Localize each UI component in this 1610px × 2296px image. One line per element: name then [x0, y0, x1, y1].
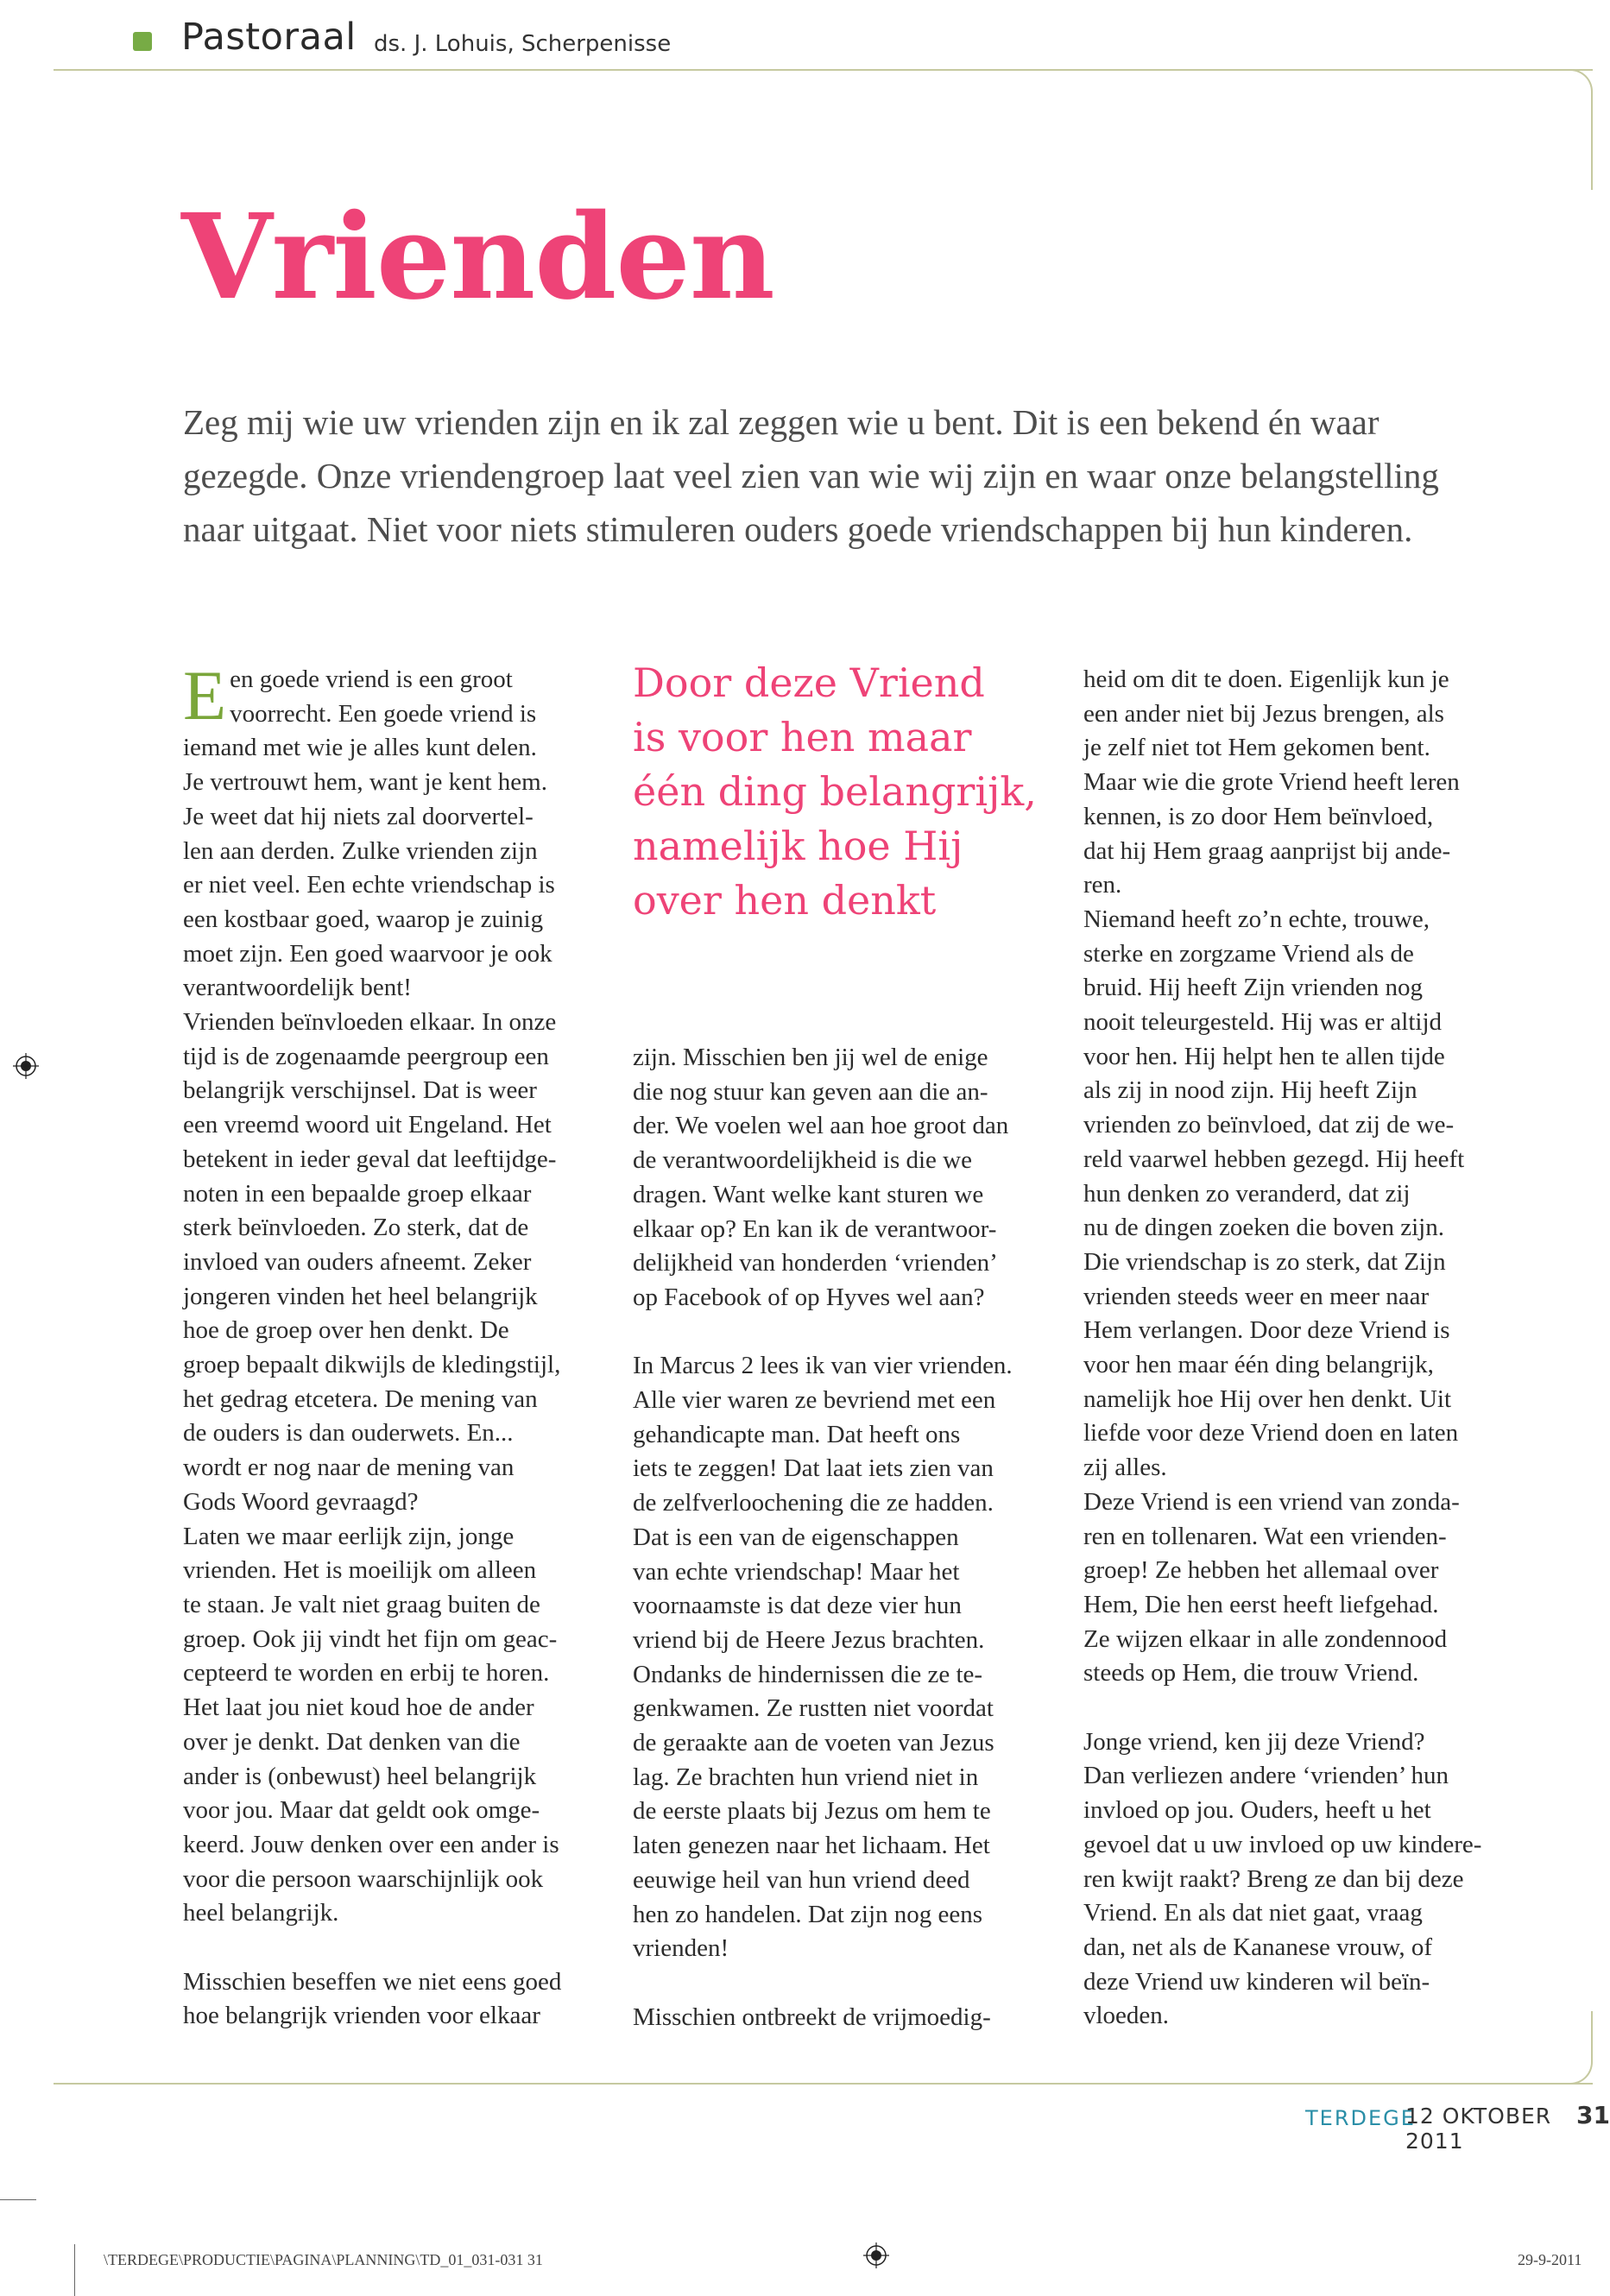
body-text-line: voor die persoon waarschijnlijk ook	[183, 1864, 544, 1893]
body-text-line: een kostbaar goed, waarop je zuinig	[183, 905, 544, 933]
print-slug: \TERDEGE\PRODUCTIE\PAGINA\PLANNING\TD_01_031-031 31	[104, 2251, 543, 2268]
body-text-line: vrienden. Het is moeilijk om alleen	[183, 1556, 537, 1585]
body-text-line: een vreemd woord uit Engeland. Het	[183, 1111, 552, 1139]
body-text-line: steeds op Hem, die trouw Vriend.	[1083, 1659, 1419, 1687]
body-text-line: die nog stuur kan geven aan die an-	[633, 1077, 988, 1106]
body-text-line: nooit teleurgesteld. Hij was er altijd	[1083, 1008, 1443, 1037]
body-text-line: keerd. Jouw denken over een ander is	[183, 1830, 559, 1858]
body-text-line: hun denken zo veranderd, dat zij	[1083, 1179, 1411, 1208]
body-text-line: len aan derden. Zulke vrienden zijn	[183, 836, 538, 865]
body-text-line: er niet veel. Een echte vriendschap is	[183, 871, 555, 899]
body-text-line: heid om dit te doen. Eigenlijk kun je	[1083, 665, 1449, 693]
body-text-line: dragen. Want welke kant sturen we	[633, 1180, 984, 1208]
header-rule	[54, 69, 1593, 71]
body-text-line: Ze wijzen elkaar in alle zondennood	[1083, 1624, 1448, 1653]
body-text-line: gevoel dat u uw invloed op uw kindere-	[1083, 1830, 1482, 1858]
body-column-1	[183, 656, 615, 2034]
body-text-line: voorrecht. Een goede vriend is	[230, 699, 537, 728]
paragraph-gap	[183, 1931, 615, 1965]
pull-quote-line: namelijk hoe Hij	[633, 823, 963, 869]
body-text-line: Je weet dat hij niets zal doorvertel-	[183, 802, 534, 830]
body-text-line: Alle vier waren ze bevriend met een	[633, 1386, 996, 1415]
body-column-3	[1083, 663, 1532, 2034]
body-text-line: je zelf niet tot Hem gekomen bent.	[1083, 734, 1430, 762]
body-text-line: liefde voor deze Vriend doen en laten	[1083, 1419, 1459, 1448]
body-text-line: delijkheid van honderden ‘vrienden’	[633, 1249, 998, 1277]
body-text-line: te staan. Je valt niet graag buiten de	[183, 1590, 540, 1618]
body-text-line: eeuwige heil van hun vriend deed	[633, 1865, 970, 1894]
body-text-line: hen zo handelen. Dat zijn nog eens	[633, 1900, 983, 1928]
body-text-line: Je vertrouwt hem, want je kent hem.	[183, 768, 547, 797]
body-text-line: Die vriendschap is zo sterk, dat Zijn	[1083, 1247, 1446, 1276]
body-text-line: Niemand heeft zo’n echte, trouwe,	[1083, 905, 1430, 933]
pull-quote-line: over hen denkt	[633, 877, 937, 924]
body-text-line: elkaar op? En kan ik de verantwoor-	[633, 1214, 997, 1243]
body-text-line: voor jou. Maar dat geldt ook omge-	[183, 1796, 540, 1825]
body-text-line: kennen, is zo door Hem beïnvloed,	[1083, 802, 1434, 830]
section-label: Pastoraal	[181, 16, 357, 59]
body-text-line: moet zijn. Een goed waarvoor je ook	[183, 939, 552, 968]
body-text-line: gehandicapte man. Dat heeft ons	[633, 1420, 961, 1448]
body-text-line: vrienden zo beïnvloed, dat zij de we-	[1083, 1111, 1455, 1139]
body-text-line: voor hen. Hij helpt hen te allen tijde	[1083, 1042, 1445, 1070]
intro-line: Zeg mij wie uw vrienden zijn en ik zal zeggen wie u bent. Dit is een bekend én waar	[183, 402, 1380, 442]
body-text-line: zij alles.	[1083, 1454, 1167, 1482]
body-text-line: de zelfverloochening die ze hadden.	[633, 1489, 994, 1517]
print-slug-date: 29-9-2011	[1518, 2251, 1582, 2268]
body-text-line: vloeden.	[1083, 2002, 1170, 2030]
body-text-line: groep bepaalt dikwijls de kledingstijl,	[183, 1351, 561, 1379]
body-text-line: genkwamen. Ze rustten niet voordat	[633, 1694, 994, 1723]
article-title: Vrienden	[181, 188, 774, 326]
pull-quote-line: Door deze Vriend	[633, 659, 985, 706]
body-text-line: heel belangrijk.	[183, 1899, 339, 1927]
body-text-line: en goede vriend is een groot	[230, 665, 513, 693]
magazine-name: TERDEGE	[1305, 2106, 1416, 2130]
body-text-line: dat hij Hem graag aanprijst bij ande-	[1083, 836, 1451, 865]
body-text-line: op Facebook of op Hyves wel aan?	[633, 1283, 985, 1311]
body-text-line: ren.	[1083, 871, 1122, 899]
body-text-line: reld vaarwel hebben gezegd. Hij heeft	[1083, 1145, 1465, 1173]
body-text-line: als zij in nood zijn. Hij heeft Zijn	[1083, 1076, 1417, 1105]
crop-mark	[0, 2199, 36, 2200]
body-text-line: nu de dingen zoeken die boven zijn.	[1083, 1214, 1444, 1242]
body-text-line: Maar wie die grote Vriend heeft leren	[1083, 768, 1460, 797]
body-text-line: Gods Woord gevraagd?	[183, 1487, 419, 1516]
body-text-line: ren kwijt raakt? Breng ze dan bij deze	[1083, 1864, 1464, 1893]
registration-mark-icon	[13, 1053, 39, 1079]
body-text-line: Dat is een van de eigenschappen	[633, 1523, 959, 1551]
body-text-line: belangrijk verschijnsel. Dat is weer	[183, 1076, 537, 1105]
footer-rule-corner	[1570, 2011, 1593, 2085]
pull-quote	[633, 656, 1082, 928]
body-text-line: vriend bij de Heere Jezus brachten.	[633, 1625, 985, 1654]
body-text-line: Het laat jou niet koud hoe de ander	[183, 1694, 534, 1722]
header-rule-corner	[1570, 69, 1593, 190]
registration-mark-icon	[863, 2242, 889, 2268]
body-column-2	[633, 1041, 1064, 2034]
body-text-line: namelijk hoe Hij over hen denkt. Uit	[1083, 1385, 1452, 1413]
body-text-line: Misschien beseffen we niet eens goed	[183, 1967, 562, 1996]
page-number: 31	[1576, 2101, 1610, 2129]
body-text-line: iets te zeggen! Dat laat iets zien van	[633, 1454, 994, 1483]
paragraph-gap	[633, 1315, 1064, 1350]
pull-quote-line: één ding belangrijk,	[633, 768, 1037, 815]
body-text-line: Dan verliezen andere ‘vrienden’ hun	[1083, 1762, 1449, 1790]
body-text-line: van echte vriendschap! Maar het	[633, 1557, 960, 1586]
pull-quote-line: is voor hen maar	[633, 714, 972, 760]
body-text-line: sterke en zorgzame Vriend als de	[1083, 939, 1414, 968]
body-text-line: hoe belangrijk vrienden voor elkaar	[183, 2002, 540, 2030]
body-text-line: tijd is de zogenaamde peergroup een	[183, 1042, 549, 1070]
body-text-line: bruid. Hij heeft Zijn vrienden nog	[1083, 974, 1424, 1002]
body-text-line: sterk beïnvloeden. Zo sterk, dat de	[183, 1214, 529, 1242]
body-text-line: wordt er nog naar de mening van	[183, 1454, 515, 1482]
body-text-line: de eerste plaats bij Jezus om hem te	[633, 1797, 991, 1826]
intro-line: naar uitgaat. Niet voor niets stimuleren ouders goede vriendschappen bij hun kinderen.	[183, 509, 1413, 549]
footer-rule	[54, 2083, 1593, 2085]
body-text-line: voornaamste is dat deze vier hun	[633, 1592, 962, 1620]
body-text-line: invloed van ouders afneemt. Zeker	[183, 1247, 532, 1276]
body-text-line: lag. Ze brachten hun vriend niet in	[633, 1763, 979, 1791]
body-text-line: iemand met wie je alles kunt delen.	[183, 734, 537, 762]
body-text-line: ander is (onbewust) heel belangrijk	[183, 1762, 537, 1790]
body-text-line: cepteerd te worden en erbij te horen.	[183, 1659, 550, 1687]
body-text-line: noten in een bepaalde groep elkaar	[183, 1179, 532, 1208]
body-text-line: verantwoordelijk bent!	[183, 974, 412, 1002]
body-text-line: de verantwoordelijkheid is die we	[633, 1146, 972, 1175]
body-text-line: Deze Vriend is een vriend van zonda-	[1083, 1487, 1460, 1516]
body-text-line: groep! Ze hebben het allemaal over	[1083, 1556, 1439, 1585]
body-text-line: Hem, Die hen eerst heeft liefgehad.	[1083, 1590, 1439, 1618]
issue-date: 12 OKTOBER 2011	[1405, 2104, 1552, 2154]
body-text-line: het gedrag etcetera. De mening van	[183, 1385, 538, 1413]
article-intro	[183, 395, 1521, 556]
body-text-line: Vrienden beïnvloeden elkaar. In onze	[183, 1008, 557, 1037]
paragraph-gap	[633, 1966, 1064, 2001]
body-text-line: Laten we maar eerlijk zijn, jonge	[183, 1522, 515, 1550]
body-text-line: jongeren vinden het heel belangrijk	[183, 1282, 538, 1310]
body-text-line: een ander niet bij Jezus brengen, als	[1083, 699, 1444, 728]
body-text-line: de ouders is dan ouderwets. En...	[183, 1419, 514, 1448]
body-text-line: Ondanks de hindernissen die ze te-	[633, 1660, 983, 1688]
body-text-line: deze Vriend uw kinderen wil beïn-	[1083, 1967, 1430, 1996]
body-text-line: dan, net als de Kananese vrouw, of	[1083, 1933, 1432, 1961]
body-text-line: over je denkt. Dat denken van die	[183, 1727, 521, 1756]
body-text-line: ren en tollenaren. Wat een vrienden-	[1083, 1522, 1447, 1550]
body-text-line: zijn. Misschien ben jij wel de enige	[633, 1044, 988, 1071]
body-text-line: voor hen maar één ding belangrijk,	[1083, 1351, 1434, 1379]
body-text-line: Jonge vriend, ken jij deze Vriend?	[1083, 1727, 1425, 1756]
body-text-line: invloed op jou. Ouders, heeft u het	[1083, 1796, 1431, 1825]
body-text-line: Vriend. En als dat niet gaat, vraag	[1083, 1899, 1423, 1927]
body-text-line: laten genezen naar het lichaam. Het	[633, 1832, 990, 1860]
section-color-marker	[133, 32, 152, 51]
body-text-line: vrienden steeds weer en meer naar	[1083, 1282, 1430, 1310]
body-text-line: Misschien ontbreekt de vrijmoedig-	[633, 2003, 991, 2031]
body-text-line: betekent in ieder geval dat leeftijdge-	[183, 1145, 557, 1173]
crop-mark	[74, 2244, 75, 2296]
body-text-line: groep. Ook jij vindt het fijn om geac-	[183, 1624, 558, 1653]
body-text-line: de geraakte aan de voeten van Jezus	[633, 1729, 994, 1757]
drop-cap: E	[183, 656, 227, 735]
intro-line: gezegde. Onze vriendengroep laat veel zien van wie wij zijn en waar onze belangstelling	[183, 456, 1439, 495]
body-text-line: In Marcus 2 lees ik van vier vrienden.	[633, 1352, 1013, 1380]
body-text-line: Hem verlangen. Door deze Vriend is	[1083, 1316, 1450, 1345]
body-text-line: vrienden!	[633, 1934, 729, 1963]
paragraph-gap	[1083, 1691, 1532, 1725]
body-text-line: der. We voelen wel aan hoe groot dan	[633, 1112, 1009, 1140]
body-text-line: hoe de groep over hen denkt. De	[183, 1316, 509, 1345]
author-byline: ds. J. Lohuis, Scherpenisse	[374, 31, 672, 57]
